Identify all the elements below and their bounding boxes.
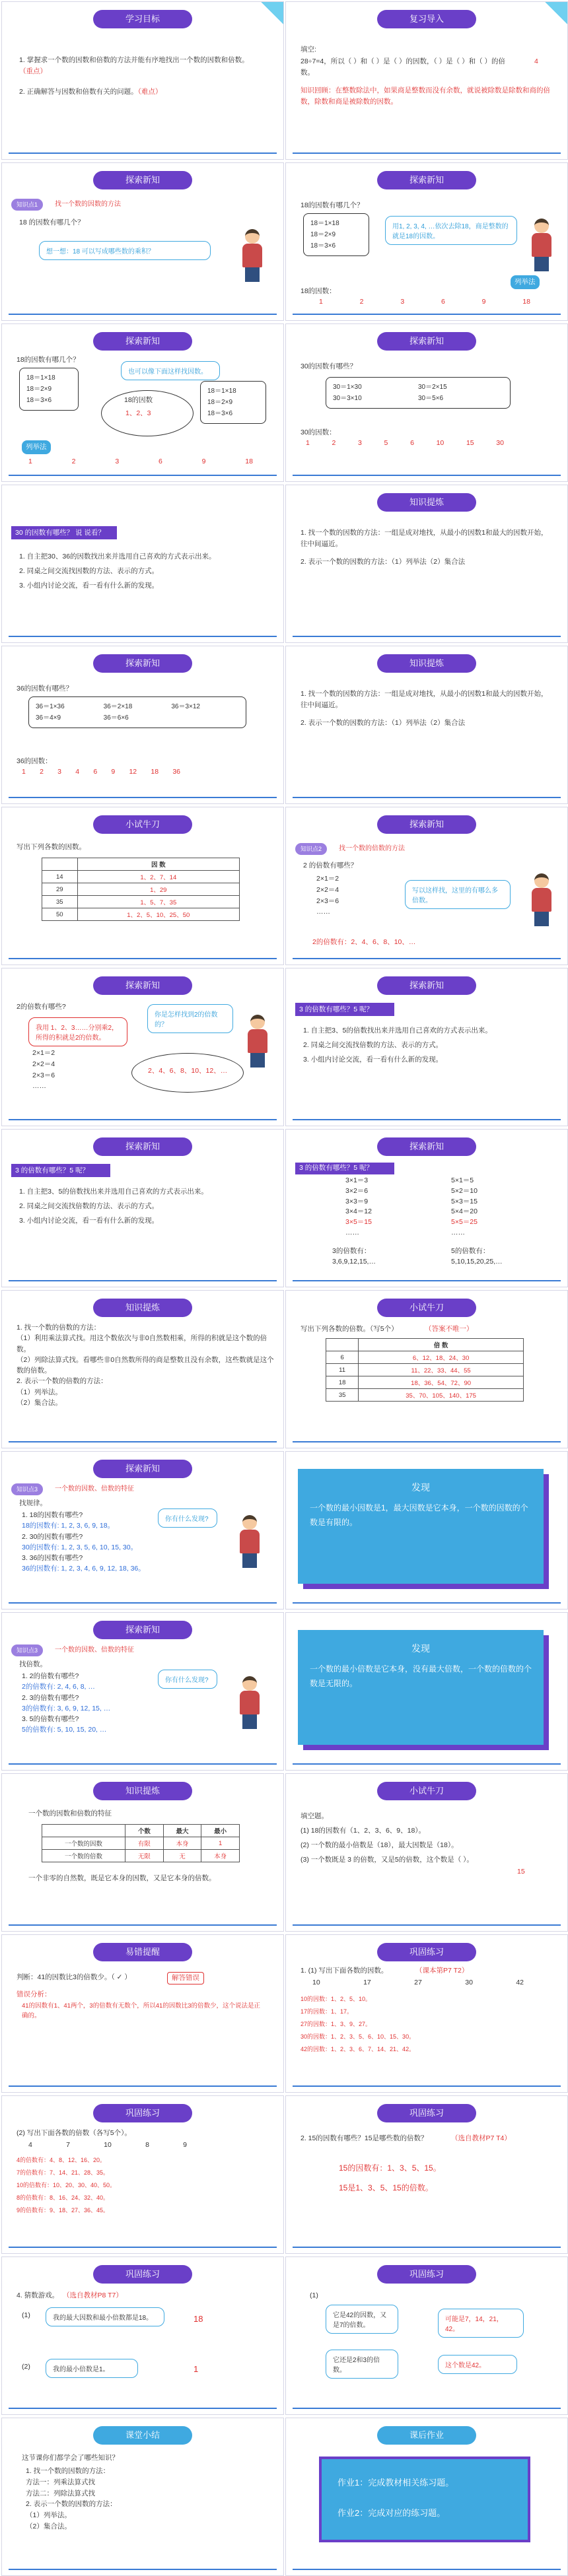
slide-learning-goals	[1, 1, 284, 160]
multiplication-box: 30＝1×30 30＝2×15 30＝3×10 30＝5×6	[326, 377, 511, 409]
source-tag: （选自教材P8 T7）	[63, 2291, 123, 2299]
slide-title: 巩固练习	[93, 2104, 192, 2122]
hint-bubble: 写以这样找，这里的有哪么多倍数。	[405, 880, 511, 909]
hint-bubble: 用1, 2, 3, 4, …依次去除18，商是整数的就是18的因数。	[385, 216, 517, 245]
answer-bubble-1: 可能是7，14，21，42。	[438, 2309, 524, 2338]
corner-decoration	[536, 2, 567, 34]
slide-title: 探索新知	[93, 1137, 192, 1156]
question: 一个数的因数和倍数的特征	[28, 1810, 112, 1817]
slide-title: 小试牛刀	[377, 1782, 476, 1800]
answer-3: 3,6,9,12,15,…	[332, 1258, 376, 1266]
note: 一个非零的自然数，既是它本身的因数，又是它本身的倍数。	[28, 1874, 216, 1882]
multiple-table: 倍 数 6 6、12、18、24、30 11 11、22、33、44、55 18 18、36、54、72、90 35 35、70、105、140、175	[326, 1338, 524, 1402]
question: 1. (1) 写出下面各数的因数。	[301, 1967, 388, 1975]
slide-title: 巩固练习	[377, 2104, 476, 2122]
question: 填空题。	[301, 1812, 328, 1820]
slide-explore-factors-30	[285, 323, 568, 482]
slide-title: 知识提炼	[93, 1782, 192, 1800]
slide-title: 知识提炼	[93, 1299, 192, 1317]
slide-explore-multiples	[285, 807, 568, 965]
error-analysis: 41的因数有1、41两个，3的倍数有无数个，所以41的因数比3的倍数少，这个说法是正确的。	[22, 2002, 261, 2020]
slide-title: 课后作业	[377, 2426, 476, 2445]
slide-group-task-multiples	[285, 968, 568, 1126]
slide-explore-factors	[1, 162, 284, 321]
factor-set-ellipse	[101, 390, 194, 436]
task-banner-text: 30 的因数有哪些？ 说 说看？	[15, 529, 105, 537]
fill-question: 28÷7=4，所以（ ）和（ ）是（ ）的因数，（ ）是（ ）和（ ）的倍数。	[301, 57, 506, 77]
answer-1: 15的因数有：1、3、5、15。	[339, 2163, 441, 2173]
clue-bubble-1: 它是42的因数，又是7的倍数。	[326, 2305, 398, 2334]
slide-title: 探索新知	[377, 976, 476, 995]
summary-list: 1. 找一个数的倍数的方法： （1）利用乘法算式找。用这个数依次与非0自然数相乘，所得的积就是这个数的倍数。 （2）列除法算式找。看哪些非0自然数所得的商是整数且没有余数，这些数就是这个数的倍数。 2. 表示一个数的倍数的方法： （1）列举法。 （2）集合法。	[17, 1324, 274, 1407]
question: 30的因数有哪些？	[301, 362, 357, 370]
fill-answer: 4	[534, 57, 538, 65]
slide-exercise-factors	[285, 1934, 568, 2093]
slide-explore-factors-36	[1, 646, 284, 804]
question: 2的倍数有哪些?	[17, 1003, 66, 1011]
set-numbers: 1、2、3	[125, 409, 151, 417]
slide-title: 探索新知	[377, 332, 476, 351]
task-3: 3. 小组内讨论交流，看一看有什么新的发现。	[19, 582, 159, 590]
question: 这节课你们都学会了哪些知识？	[22, 2454, 119, 2462]
multiplication-box: 36＝1×36 36＝2×18 36＝3×12 36＝4×9 36＝6×6	[28, 696, 246, 728]
answer-2: 1	[194, 2364, 199, 2374]
slide-review	[285, 1, 568, 160]
multiple-list: 1. 2的倍数有哪些? 2的倍数有: 2, 4, 6, 8, … 2. 3的倍数有哪些? 3的倍数有: 3, 6, 9, 12, 15, … 3. 5的倍数有哪些? 5的倍数有: 5, 10, 15, 20, …	[22, 1672, 111, 1734]
slide-summary-multiples	[1, 1290, 284, 1448]
multiples-of-5: 5×1＝5 5×2＝10 5×3＝15 5×4＝20 5×5＝25 ……	[451, 1176, 478, 1237]
slide-guess-game-2	[285, 2256, 568, 2415]
hint-bubble: 也可以像下面这样找因数。	[121, 361, 220, 380]
answer-3-label: 3的倍数有：	[332, 1247, 371, 1255]
answer-label: 30的因数：	[301, 428, 336, 436]
answers: 10的因数：1、2、5、10。 17的因数：1、17。 27的因数：1、3、9、27。 30的因数：1、2、3、5、6、10、15、30。 42的因数：1、2、3、6、7、14、21、42。	[301, 1996, 415, 2052]
answer-5-label: 5的倍数有：	[451, 1247, 490, 1255]
slide-practice-fill	[285, 1773, 568, 1932]
number-list: 10 17 27 30 42	[312, 1979, 524, 1986]
fill-2: (2) 一个数的最小倍数是（18），最大因数是（18）。	[301, 1841, 458, 1849]
multiples-ellipse	[131, 1053, 244, 1093]
question: 4. 猜数游戏。	[17, 2291, 59, 2299]
task-3: 3. 小组内讨论交流，看一看有什么新的发现。	[303, 1056, 443, 1064]
question-bubble: 你是怎样找到2的倍数的？	[147, 1004, 233, 1033]
slide-title: 学习目标	[93, 10, 192, 28]
slide-explore-multiples-2	[1, 968, 284, 1126]
multiplication-lines: 2×1＝2 2×2＝4 2×3＝6 ……	[316, 875, 339, 916]
discovery-title: 发现	[411, 1482, 430, 1493]
answer-1: 18	[194, 2314, 203, 2324]
question: 36的因数有哪些？	[17, 685, 73, 693]
summary-1: 1. 找一个数的因数的方法：一组是成对地找，从最小的因数1和最大的因数开始，往中间逼近。	[301, 690, 548, 709]
task-3: 3. 小组内讨论交流，看一看有什么新的发现。	[19, 1217, 159, 1225]
summary-list: 1. 找一个数的因数的方法： 方法一：列乘法算式找 方法二：列除法算式找 2. 表示一个数的因数的方法： （1）列举法。 （2）集合法。	[26, 2467, 117, 2530]
slide-title: 巩固练习	[93, 2265, 192, 2284]
multiplication-box: 18＝1×18 18＝2×9 18＝3×6	[303, 213, 369, 256]
slide-explore-factors-set	[1, 323, 284, 482]
think-bubble: 想一想：18 可以写成哪些数的乘积？	[39, 241, 211, 260]
task-banner-text: 3 的倍数有哪些？5 呢？	[15, 1167, 90, 1174]
error-tag: 解答错误	[167, 1972, 204, 1984]
homework-2: 作业2：完成对应的练习题。	[337, 2508, 446, 2518]
teacher-figure	[242, 1015, 271, 1068]
slide-features-table	[1, 1773, 284, 1932]
summary-2: 2. 表示一个数的因数的方法：（1）列举法（2）集合法	[301, 719, 466, 727]
set-title: 18的因数	[124, 396, 153, 404]
knowledge-tag: 知识点2	[295, 843, 327, 855]
task-2: 2. 同桌之间交流找倍数的方法、表示的方式。	[19, 1202, 159, 1210]
tag-line: 一个数的因数、倍数的特征	[55, 1485, 134, 1493]
tag-line: 一个数的因数、倍数的特征	[55, 1646, 134, 1654]
task-2: 2. 同桌之间交流找倍数的方法、表示的方式。	[303, 1041, 443, 1049]
answer-numbers: 1 2 3 4 6 9 12 18 36	[22, 768, 180, 776]
factor-list: 1. 18的因数有哪些? 18的因数有: 1, 2, 3, 6, 9, 18。 2. 30的因数有哪些? 30的因数有: 1, 2, 3, 5, 6, 10, 15, 30。 3. 36的因数有哪些? 36的因数有: 1, 2, 3, 4, 6, 9, 12, 18, 36。	[22, 1511, 145, 1573]
goal-1: 1. 掌握求一个数的因数和倍数的方法并能有序地找出一个数的因数和倍数。（重点）	[19, 56, 249, 75]
slide-multiples-3-5	[285, 1129, 568, 1287]
summary-1: 1. 找一个数的因数的方法：一组是成对地找，从最小的因数1和最大的因数开始，往中间逼近。	[301, 529, 548, 548]
question: (2) 写出下面各数的倍数（各写5个）。	[17, 2129, 131, 2137]
slide-summary-factors	[285, 485, 568, 643]
discovery-bubble: 你有什么发现?	[158, 1508, 217, 1528]
question: 18 的因数有哪几个？	[19, 219, 85, 226]
summary-2: 2. 表示一个数的因数的方法：（1）列举法（2）集合法	[301, 558, 466, 566]
answer-bubble: 我用 1、2、3……分别乘2，所得的积就是2的倍数。	[28, 1017, 127, 1046]
slide-title: 巩固练习	[377, 1943, 476, 1961]
slide-title: 知识提炼	[377, 654, 476, 673]
task-banner-text: 3 的倍数有哪些？5 呢？	[299, 1005, 374, 1013]
source-tag: （选自教材P7 T4）	[451, 2134, 511, 2142]
discovery-box	[298, 1630, 544, 1745]
item-label: (1)	[310, 2291, 318, 2299]
multiplication-box: 18＝1×18 18＝2×9 18＝3×6	[19, 368, 79, 411]
slide-title: 探索新知	[93, 1460, 192, 1478]
corner-decoration	[252, 2, 283, 34]
answer-numbers: 1 2 3 5 6 10 15 30	[306, 439, 504, 447]
slide-common-mistake	[1, 1934, 284, 2093]
slide-class-summary	[1, 2418, 284, 2576]
slide-summary-factors-2	[285, 646, 568, 804]
task-1: 1. 自主把3、5的倍数找出来并选用自己喜欢的方式表示出来。	[19, 1188, 208, 1196]
answer: 2的倍数有：2、4、6、8、10、…	[312, 938, 416, 946]
slide-title: 复习导入	[377, 10, 476, 28]
slide-title: 知识提炼	[377, 493, 476, 512]
slide-explore-factors-18	[285, 162, 568, 321]
answer-label: 36的因数：	[17, 757, 52, 765]
slide-homework	[285, 2418, 568, 2576]
discovery-text: 一个数的最小因数是1，最大因数是它本身，一个数的因数的个数是有限的。	[310, 1503, 528, 1527]
clue-bubble-2: 我的最小倍数是1。	[46, 2359, 138, 2378]
slide-title: 探索新知	[377, 815, 476, 834]
slide-title: 探索新知	[93, 332, 192, 351]
discovery-box	[298, 1469, 544, 1584]
slide-title: 课堂小结	[93, 2426, 192, 2445]
slide-title: 探索新知	[93, 1621, 192, 1639]
teacher-figure	[526, 219, 555, 271]
discovery-bubble: 你有什么发现?	[158, 1670, 217, 1689]
error-analysis-label: 错误分析：	[17, 1990, 52, 1998]
factor-table: 因 数 14 1、2、7、14 29 1、29 35 1、5、7、35 50 1、2、5、10、25、50	[42, 858, 240, 921]
discovery-title: 发现	[411, 1643, 430, 1654]
question: 找倍数。	[19, 1660, 47, 1668]
homework-box	[319, 2457, 530, 2542]
task-2: 2. 同桌之间交流找因数的方法、表示的方式。	[19, 567, 159, 575]
answer-label: 18的因数：	[301, 287, 336, 295]
fill-3-answer: 15	[517, 1868, 525, 1876]
fill-3: (3) 一个数既是 3 的倍数，又是5的倍数，这个数是（ ）。	[301, 1856, 474, 1864]
homework-1: 作业1：完成教材相关练习题。	[337, 2478, 454, 2488]
slide-title: 巩固练习	[377, 2265, 476, 2284]
slide-title: 小试牛刀	[377, 1299, 476, 1317]
slide-title: 易错提醒	[93, 1943, 192, 1961]
slide-exercise-multiples	[1, 2095, 284, 2254]
number-list: 4 7 10 8 9	[28, 2141, 187, 2149]
slide-exercise-15	[285, 2095, 568, 2254]
source-tag: （课本第P7 T2）	[415, 1967, 469, 1975]
teacher-figure	[234, 1676, 264, 1729]
clue-bubble-2: 它还是2和3的倍数。	[326, 2350, 398, 2379]
slide-title: 探索新知	[93, 976, 192, 995]
slide-group-task-factors	[1, 485, 284, 643]
slide-title: 小试牛刀	[93, 815, 192, 834]
knowledge-tag: 知识点1	[11, 199, 43, 211]
goal-2: 2. 正确解答与因数和倍数有关的问题。（难点）	[19, 88, 162, 96]
task-banner-text: 3 的倍数有哪些？5 呢？	[299, 1164, 374, 1172]
answers: 4的倍数有：4、8、12、16、20。 7的倍数有：7、14、21、28、35。 10的倍数有：10、20、30、40、50。 8的倍数有：8、16、24、32、40。 9的倍数有：9、18、27、36、45。	[17, 2157, 116, 2214]
multiplication-box-2: 18＝1×18 18＝2×9 18＝3×6	[200, 381, 266, 424]
answer-2: 15是1、3、5、15的倍数。	[339, 2183, 433, 2192]
teacher-figure	[237, 229, 266, 282]
answer-bubble-2: 这个数是42。	[438, 2355, 517, 2374]
features-table: 个数 最大 最小 一个数的因数 有限 本身 1 一个数的倍数 无限 无 本身	[42, 1824, 240, 1862]
slide-title: 探索新知	[93, 171, 192, 189]
task-1: 1. 自主把3、5的倍数找出来并选用自己喜欢的方式表示出来。	[303, 1027, 492, 1034]
slide-discovery-multiples	[285, 1612, 568, 1771]
judge-question: 判断：41的因数比3的倍数少。（ ✓ ）	[17, 1973, 131, 1981]
slide-guess-game	[1, 2256, 284, 2415]
question: 18的因数有哪几个？	[17, 356, 80, 364]
fill-1: (1) 18的因数有（1、2、3、6、9、18）。	[301, 1827, 426, 1835]
knowledge-tag: 知识点3	[11, 1483, 43, 1495]
list-method-badge: 列举法	[22, 440, 51, 454]
fill-label: 填空:	[301, 46, 316, 53]
multiples-of-3: 3×1＝3 3×2＝6 3×3＝9 3×4＝12 3×5＝15 ……	[345, 1176, 372, 1237]
slide-discovery-factors	[285, 1451, 568, 1610]
knowledge-review: 知识回顾：在整数除法中，如果商是整数而没有余数，就说被除数是除数和商的倍数，除数和商是被除数的因数。	[301, 86, 550, 106]
list-method-badge: 列举法	[511, 275, 540, 289]
discovery-text: 一个数的最小倍数是它本身，没有最大倍数，一个数的倍数的个数是无限的。	[310, 1664, 532, 1688]
tag-line: 找一个数的倍数的方法	[339, 845, 405, 852]
question: 写出下列各数的倍数。（写5个）	[301, 1325, 398, 1333]
multiplication-lines: 2×1＝2 2×2＝4 2×3＝6 ……	[32, 1049, 55, 1091]
question: 写出下列各数的因数。	[17, 843, 86, 851]
multiples-set: 2、4、6、8、10、12、…	[148, 1067, 228, 1075]
clue-bubble-1: 我的最大因数和最小倍数都是18。	[46, 2307, 164, 2326]
slide-title: 探索新知	[377, 1137, 476, 1156]
slide-group-task-multiples-2	[1, 1129, 284, 1287]
item-2-label: (2)	[22, 2363, 30, 2371]
teacher-figure	[234, 1515, 264, 1568]
question: 18的因数有哪几个？	[301, 201, 364, 209]
slide-multiple-features	[1, 1612, 284, 1771]
slide-title: 探索新知	[377, 171, 476, 189]
slide-factor-features	[1, 1451, 284, 1610]
answer-5: 5,10,15,20,25,…	[451, 1258, 503, 1266]
slide-practice-multiples	[285, 1290, 568, 1448]
task-1: 1. 自主把30、36的因数找出来并选用自己喜欢的方式表示出来。	[19, 553, 216, 560]
slide-title: 探索新知	[93, 654, 192, 673]
answer-numbers: 1 2 3 6 9 18	[28, 458, 253, 465]
question: 2. 15的因数有哪些？15是哪些数的倍数？	[301, 2134, 428, 2142]
slide-practice-factors	[1, 807, 284, 965]
item-1-label: (1)	[22, 2311, 30, 2319]
tag-line: 找一个数的因数的方法	[55, 201, 121, 208]
knowledge-tag: 知识点3	[11, 1644, 43, 1656]
answer-note: （答案不唯一）	[425, 1325, 474, 1333]
teacher-figure	[526, 873, 555, 926]
question: 2 的倍数有哪些？	[303, 862, 358, 869]
answer-numbers: 1 2 3 6 9 18	[319, 298, 530, 306]
question: 找规律。	[19, 1499, 47, 1507]
